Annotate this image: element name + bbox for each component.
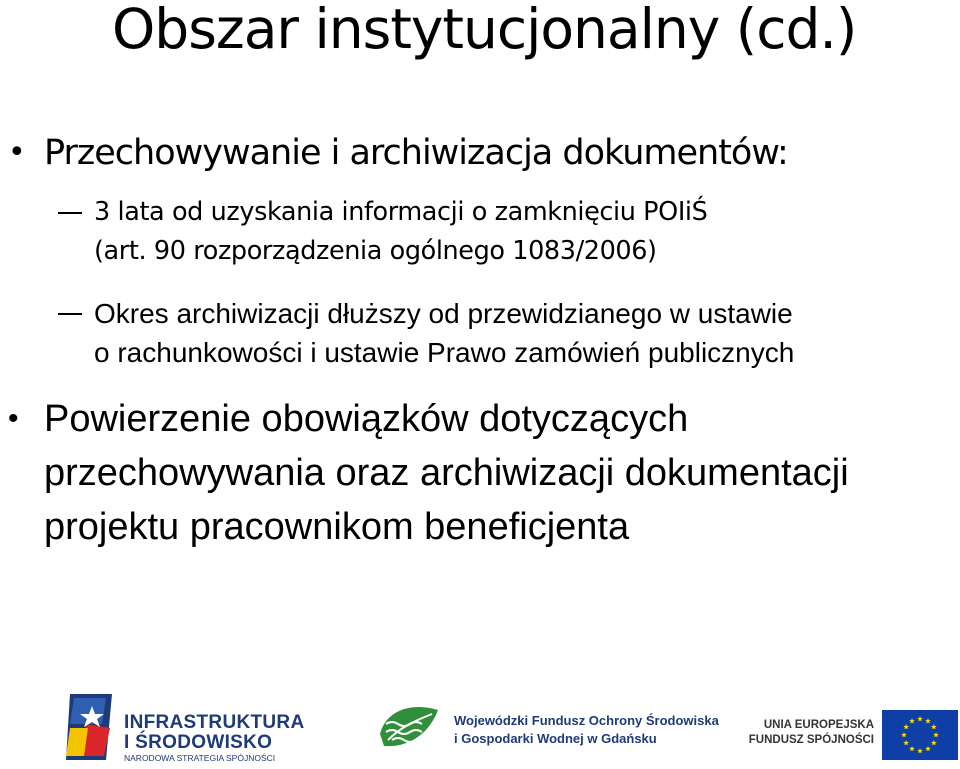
sub-item-1-1-line1: 3 lata od uzyskania informacji o zamknięciu POIiŚ: [94, 197, 708, 227]
bullet-icon: •: [8, 402, 19, 435]
logo-infrastruktura-i-srodowisko: [66, 694, 306, 764]
bullet-item-2-line3: projektu pracownikom beneficjenta: [44, 506, 630, 548]
logo-eu-line2: FUNDUSZ SPÓJNOŚCI: [748, 734, 874, 746]
logo-eu-line1: UNIA EUROPEJSKA: [763, 719, 874, 731]
bullet-item-2-line1: Powierzenie obowiązków dotyczących: [44, 398, 689, 440]
dash-icon: [58, 212, 82, 214]
sub-item-1-1: [94, 193, 707, 271]
logo-wfos-gdansk: [378, 704, 719, 754]
logo-infra-line2: I ŚRODOWISKO: [124, 732, 273, 753]
sub-item-1-2-line2: o rachunkowości i ustawie Prawo zamówień publicznych: [94, 337, 795, 368]
bullet-item-1: [8, 126, 788, 180]
logo-infra-line3: NARODOWA STRATEGIA SPÓJNOŚCI: [124, 753, 276, 763]
logo-unia-europejska: [748, 708, 958, 758]
sub-item-1-1-line2: (art. 90 rozporządzenia ogólnego 1083/2006): [94, 236, 657, 266]
sub-item-1-2-line1: Okres archiwizacji dłuższy od przewidzianego w ustawie: [94, 298, 793, 329]
bullet-item-2-line2: przechowywania oraz archiwizacji dokumentacji: [44, 452, 849, 494]
infrastruktura-star-icon: [66, 694, 116, 760]
wfos-leaf-icon: [378, 704, 442, 752]
logo-infra-line1: INFRASTRUKTURA: [124, 712, 305, 733]
sub-item-1-2: [94, 294, 794, 372]
bullet-icon: •: [8, 135, 25, 170]
bullet-item-1-text: Przechowywanie i archiwizacja dokumentów:: [44, 133, 788, 173]
dash-icon: [58, 313, 82, 315]
eu-flag-icon: [882, 710, 958, 760]
slide-title: Obszar instytucjonalny (cd.): [112, 0, 857, 61]
footer-logos: [0, 690, 960, 769]
logo-wfos-line2: i Gospodarki Wodnej w Gdańsku: [454, 731, 657, 746]
bullet-item-2: [8, 392, 849, 554]
logo-wfos-line1: Wojewódzki Fundusz Ochrony Środowiska: [454, 713, 719, 728]
